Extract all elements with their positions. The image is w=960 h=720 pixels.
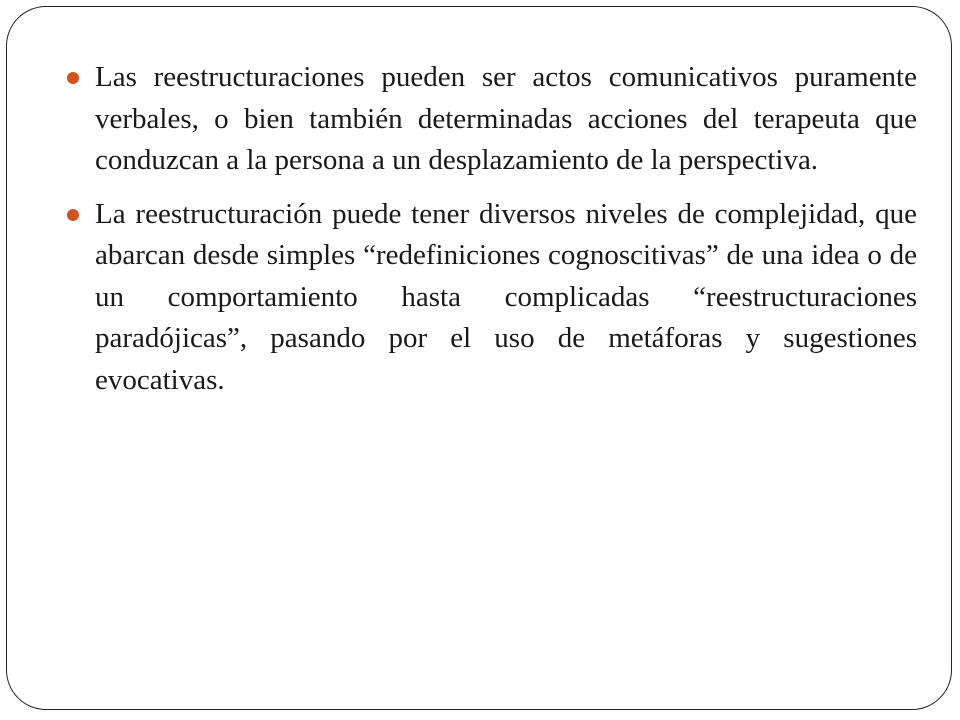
bullet-text-2: La reestructuración puede tener diversos niveles de complejidad, que abarcan desde simples “redefiniciones cognoscitivas” de una idea o de un comportamiento hasta complicadas “reestructuraciones paradójicas”, pasando por el uso de metáforas y sugestiones evocativas.	[95, 197, 917, 396]
bullet-item-2	[65, 194, 917, 402]
bullet-dot-icon	[67, 209, 79, 221]
bullet-text-1: Las reestructuraciones pueden ser actos comunicativos puramente verbales, o bien también determinadas acciones del terapeuta que conduzcan a la persona a un desplazamiento de la perspectiva.	[95, 61, 917, 176]
bullet-item-1	[65, 57, 917, 182]
slide-frame	[6, 6, 952, 710]
bullet-list	[65, 57, 917, 413]
bullet-dot-icon	[67, 72, 79, 84]
